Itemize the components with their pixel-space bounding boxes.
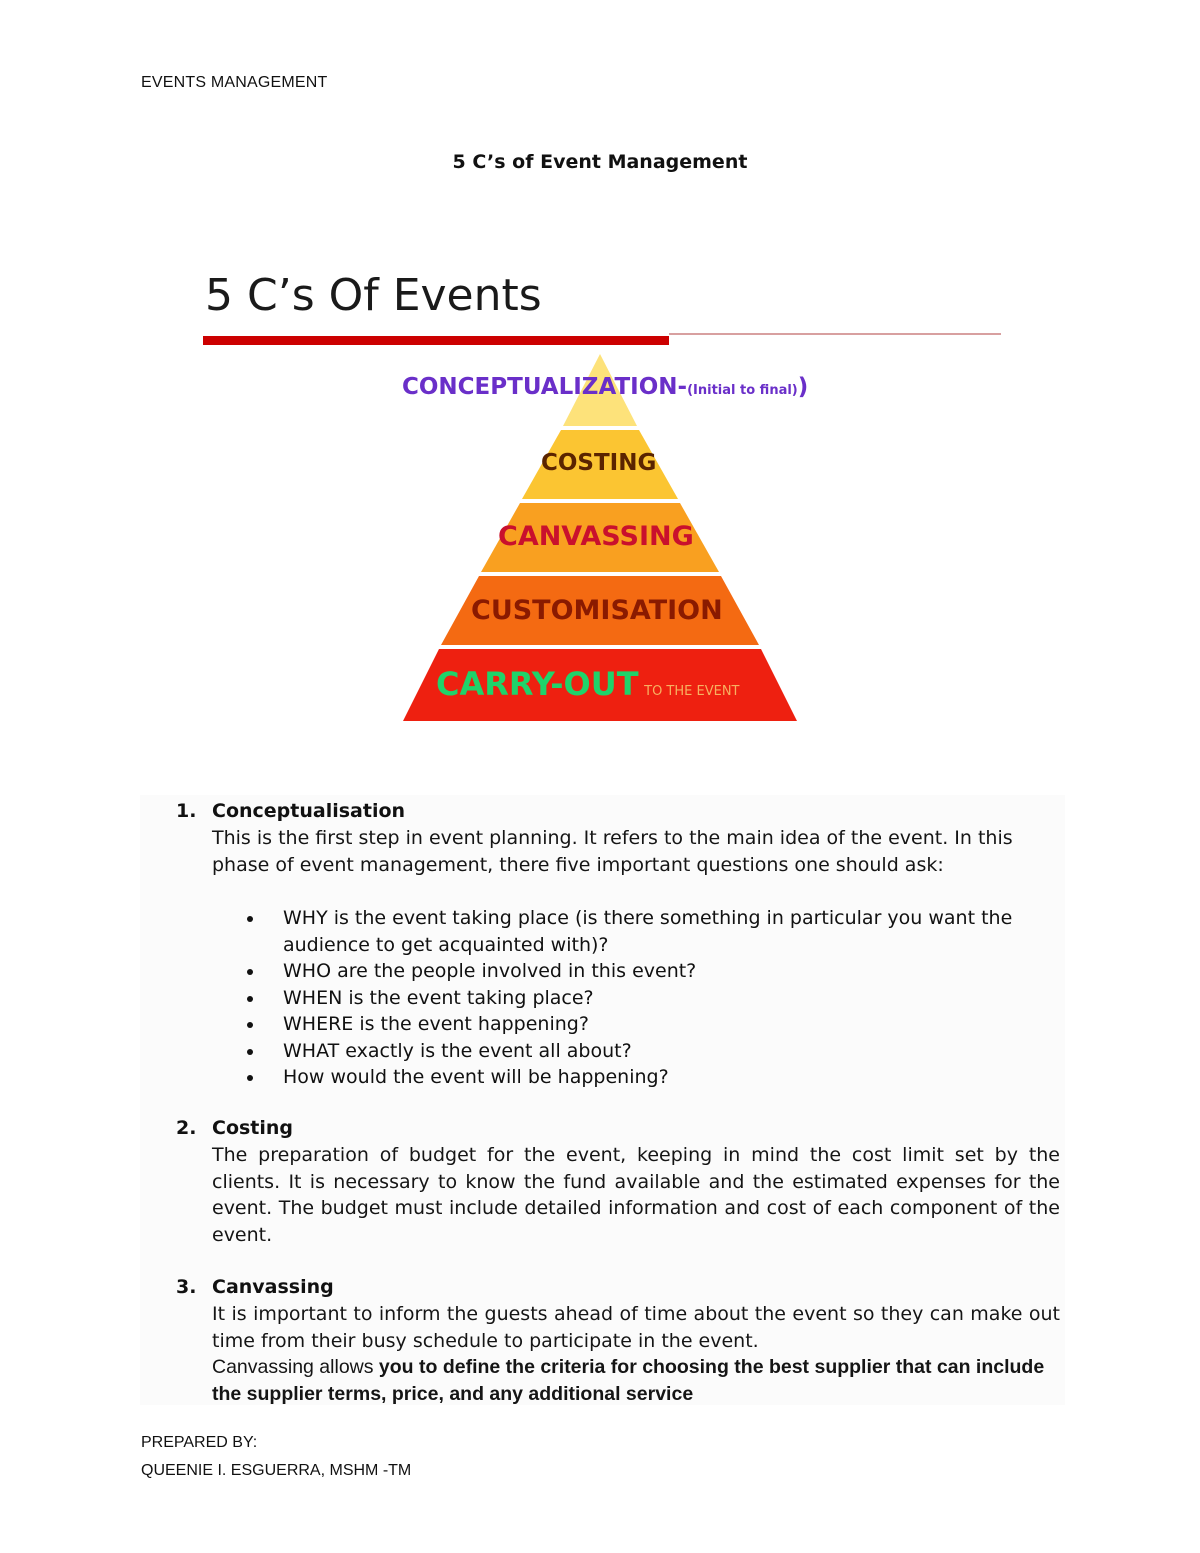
section-number-3: 3. [176, 1276, 197, 1298]
list-item: How would the event will be happening? [212, 1064, 1043, 1091]
section-number-1: 1. [176, 800, 197, 822]
section-heading-3: Canvassing [212, 1276, 334, 1298]
section-paragraph-2: The preparation of budget for the event, keeping in mind the cost limit set by the clients. It is necessary to know the fund available and the estimated expenses for the event. The budget must include detailed information and cost of each component of the event. [212, 1144, 1060, 1246]
pyramid-label-canvassing: CANVASSING [498, 521, 694, 552]
pyramid-label-customisation: CUSTOMISATION [471, 595, 723, 626]
section-paragraph-3: It is important to inform the guests ahead of time about the event so they can make out time from their busy schedule to participate in the event. [212, 1303, 1060, 1352]
page-header: EVENTS MANAGEMENT [141, 74, 328, 91]
author-name: QUEENIE I. ESGUERRA, MSHM -TM [141, 1462, 412, 1479]
pyramid-label-conceptualization: CONCEPTUALIZATION-(Initial to final)) [402, 374, 809, 400]
list-item: WHAT exactly is the event all about? [212, 1038, 1043, 1065]
list-item: WHERE is the event happening? [212, 1011, 1043, 1038]
list-item: WHY is the event taking place (is there something in particular you want the audience to get acquainted with)? [212, 905, 1043, 958]
list-item: WHEN is the event taking place? [212, 985, 1043, 1012]
list-item: WHO are the people involved in this event? [212, 958, 1043, 985]
five-cs-figure [200, 270, 1005, 730]
section-heading-1: Conceptualisation [212, 800, 406, 822]
section-number-2: 2. [176, 1117, 197, 1139]
prepared-by-label: PREPARED BY: [141, 1434, 258, 1451]
pyramid-label-carry-out: CARRY-OUT TO THE EVENT [436, 665, 740, 703]
section-heading-2: Costing [212, 1117, 294, 1139]
section-paragraph-3b: Canvassing allows you to define the criteria for choosing the best supplier that can include the supplier terms, price, and any additional service [212, 1356, 1045, 1405]
figure-title: 5 C’s Of Events [205, 270, 542, 321]
document-title: 5 C’s of Event Management [452, 151, 748, 173]
question-list [212, 905, 1043, 1091]
pyramid-diagram [200, 270, 1005, 730]
section-paragraph-1: This is the first step in event planning. It refers to the main idea of the event. In this phase of event management, there five important questions one should ask: [212, 827, 1013, 876]
content-block [140, 795, 1065, 1405]
pyramid-label-costing: COSTING [541, 450, 657, 476]
